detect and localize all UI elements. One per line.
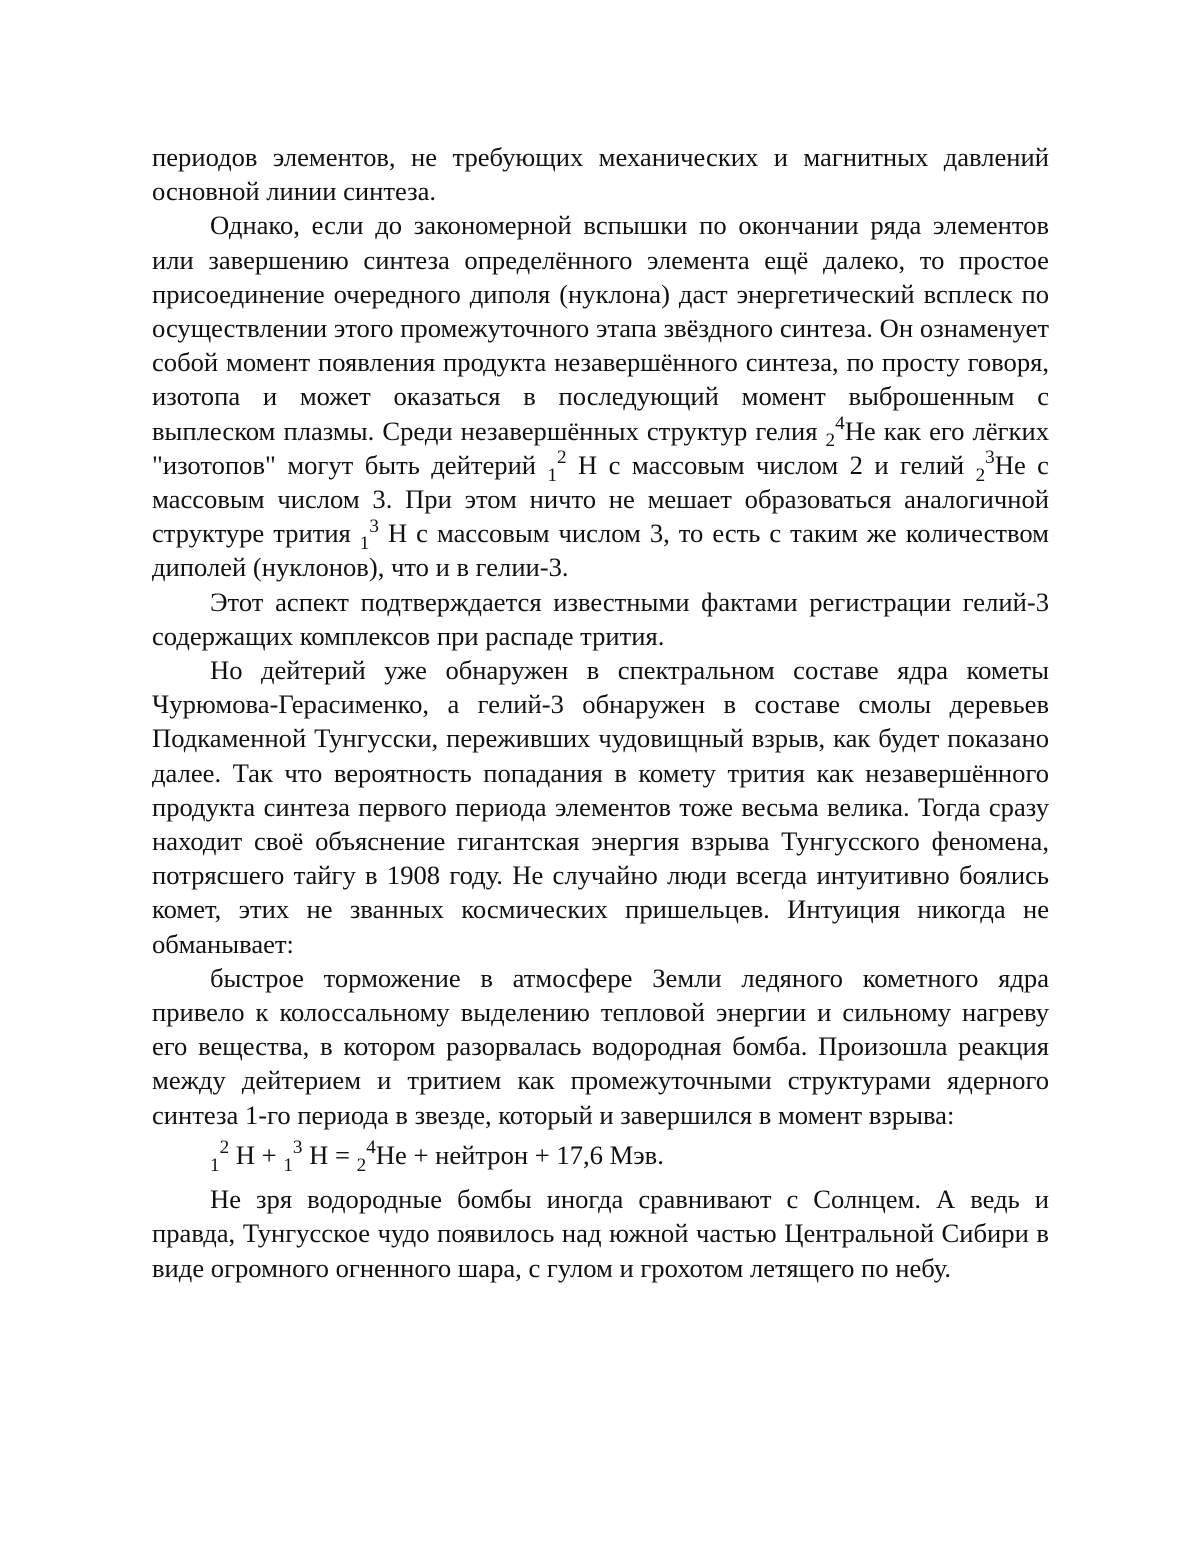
paragraph-1: периодов элементов, не требующих механических и магнитных давлений основной линии синтеза.	[152, 142, 1049, 207]
paragraph-2-text-5: Н с массовым числом 3, то есть с таким же количеством диполей (нуклонов), что и в гелии-3.	[152, 518, 1049, 583]
formula-tritium-subscript: 1	[283, 1154, 293, 1176]
formula-helium-subscript: 2	[356, 1154, 367, 1176]
formula-deuterium-subscript: 1	[210, 1154, 220, 1176]
paragraph-2-text-1: Однако, если до закономерной вспышки по окончании ряда элементов или завершению синтеза определённого элемента ещё далеко, то простое присоединение очередного диполя (нуклона) даст энергетический всплеск по осуществлении этого промежуточного этапа звёздного синтеза. Он ознаменует собой момент появления продукта незавершённого синтеза, по просту говоря, изотопа и может оказаться в последующий момент выброшенным с выплеском плазмы. Среди незавершённых структур гелия	[152, 210, 1049, 446]
helium-4-subscript: 2	[825, 430, 836, 452]
deuterium-superscript: 2	[557, 447, 567, 469]
paragraph-2-text-4: Не с массовым числом 3. При этом ничто не мешает образоваться аналогичной структуре трития	[152, 449, 1049, 549]
paragraph-3: Этот аспект подтверждается известными фактами регистрации гелий-3 содержащих комплексов при распаде трития.	[152, 586, 1049, 651]
document-page	[152, 140, 1049, 1285]
paragraph-5: быстрое торможение в атмосфере Земли ледяного кометного ядра привело к колоссальному выделению тепловой энергии и сильному нагреву его вещества, в котором разорвалась водородная бомба. Произошла реакция между дейтерием и тритием как промежуточными структурами ядерного синтеза 1-го периода в звезде, который и завершился в момент взрыва:	[152, 962, 1049, 1130]
paragraph-2	[152, 208, 1049, 584]
helium-3-superscript: 3	[985, 447, 995, 469]
paragraph-2-text-2: Не как его лёгких "изотопов" могут быть дейтерий	[152, 415, 1049, 480]
formula-text-1: Н +	[229, 1139, 284, 1170]
formula-helium-superscript: 4	[366, 1137, 376, 1159]
paragraph-6: Не зря водородные бомбы иногда сравнивают с Солнцем. А ведь и правда, Тунгусское чудо появилось над южной частью Центральной Сибири в виде огромного огненного шара, с гулом и грохотом летящего по небу.	[152, 1184, 1049, 1283]
formula-text-2: Н =	[302, 1139, 357, 1170]
formula-tritium-superscript: 3	[292, 1137, 303, 1159]
formula-deuterium-superscript: 2	[219, 1137, 230, 1159]
helium-3-subscript: 2	[975, 464, 986, 486]
tritium-superscript: 3	[369, 515, 379, 537]
reaction-formula	[152, 1137, 1049, 1176]
helium-4-superscript: 4	[835, 413, 845, 435]
formula-text-3: Не + нейтрон + 17,6 Мэв.	[375, 1139, 664, 1170]
tritium-subscript: 1	[359, 532, 370, 554]
deuterium-subscript: 1	[547, 464, 558, 486]
paragraph-4: Но дейтерий уже обнаружен в спектральном составе ядра кометы Чурюмова-Герасименко, а гелий-3 обнаружен в составе смолы деревьев Подкаменной Тунгусски, переживших чудовищный взрыв, как будет показано далее. Так что вероятность попадания в комету трития как незавершённого продукта синтеза первого периода элементов тоже весьма велика. Тогда сразу находит своё объяснение гигантская энергия взрыва Тунгусского феномена, потрясшего тайгу в 1908 году. Не случайно люди всегда интуитивно боялись комет, этих не званных космических пришельцев. Интуиция никогда не обманывает:	[152, 655, 1049, 959]
paragraph-2-text-3: Н с массовым числом 2 и гелий	[566, 449, 976, 480]
